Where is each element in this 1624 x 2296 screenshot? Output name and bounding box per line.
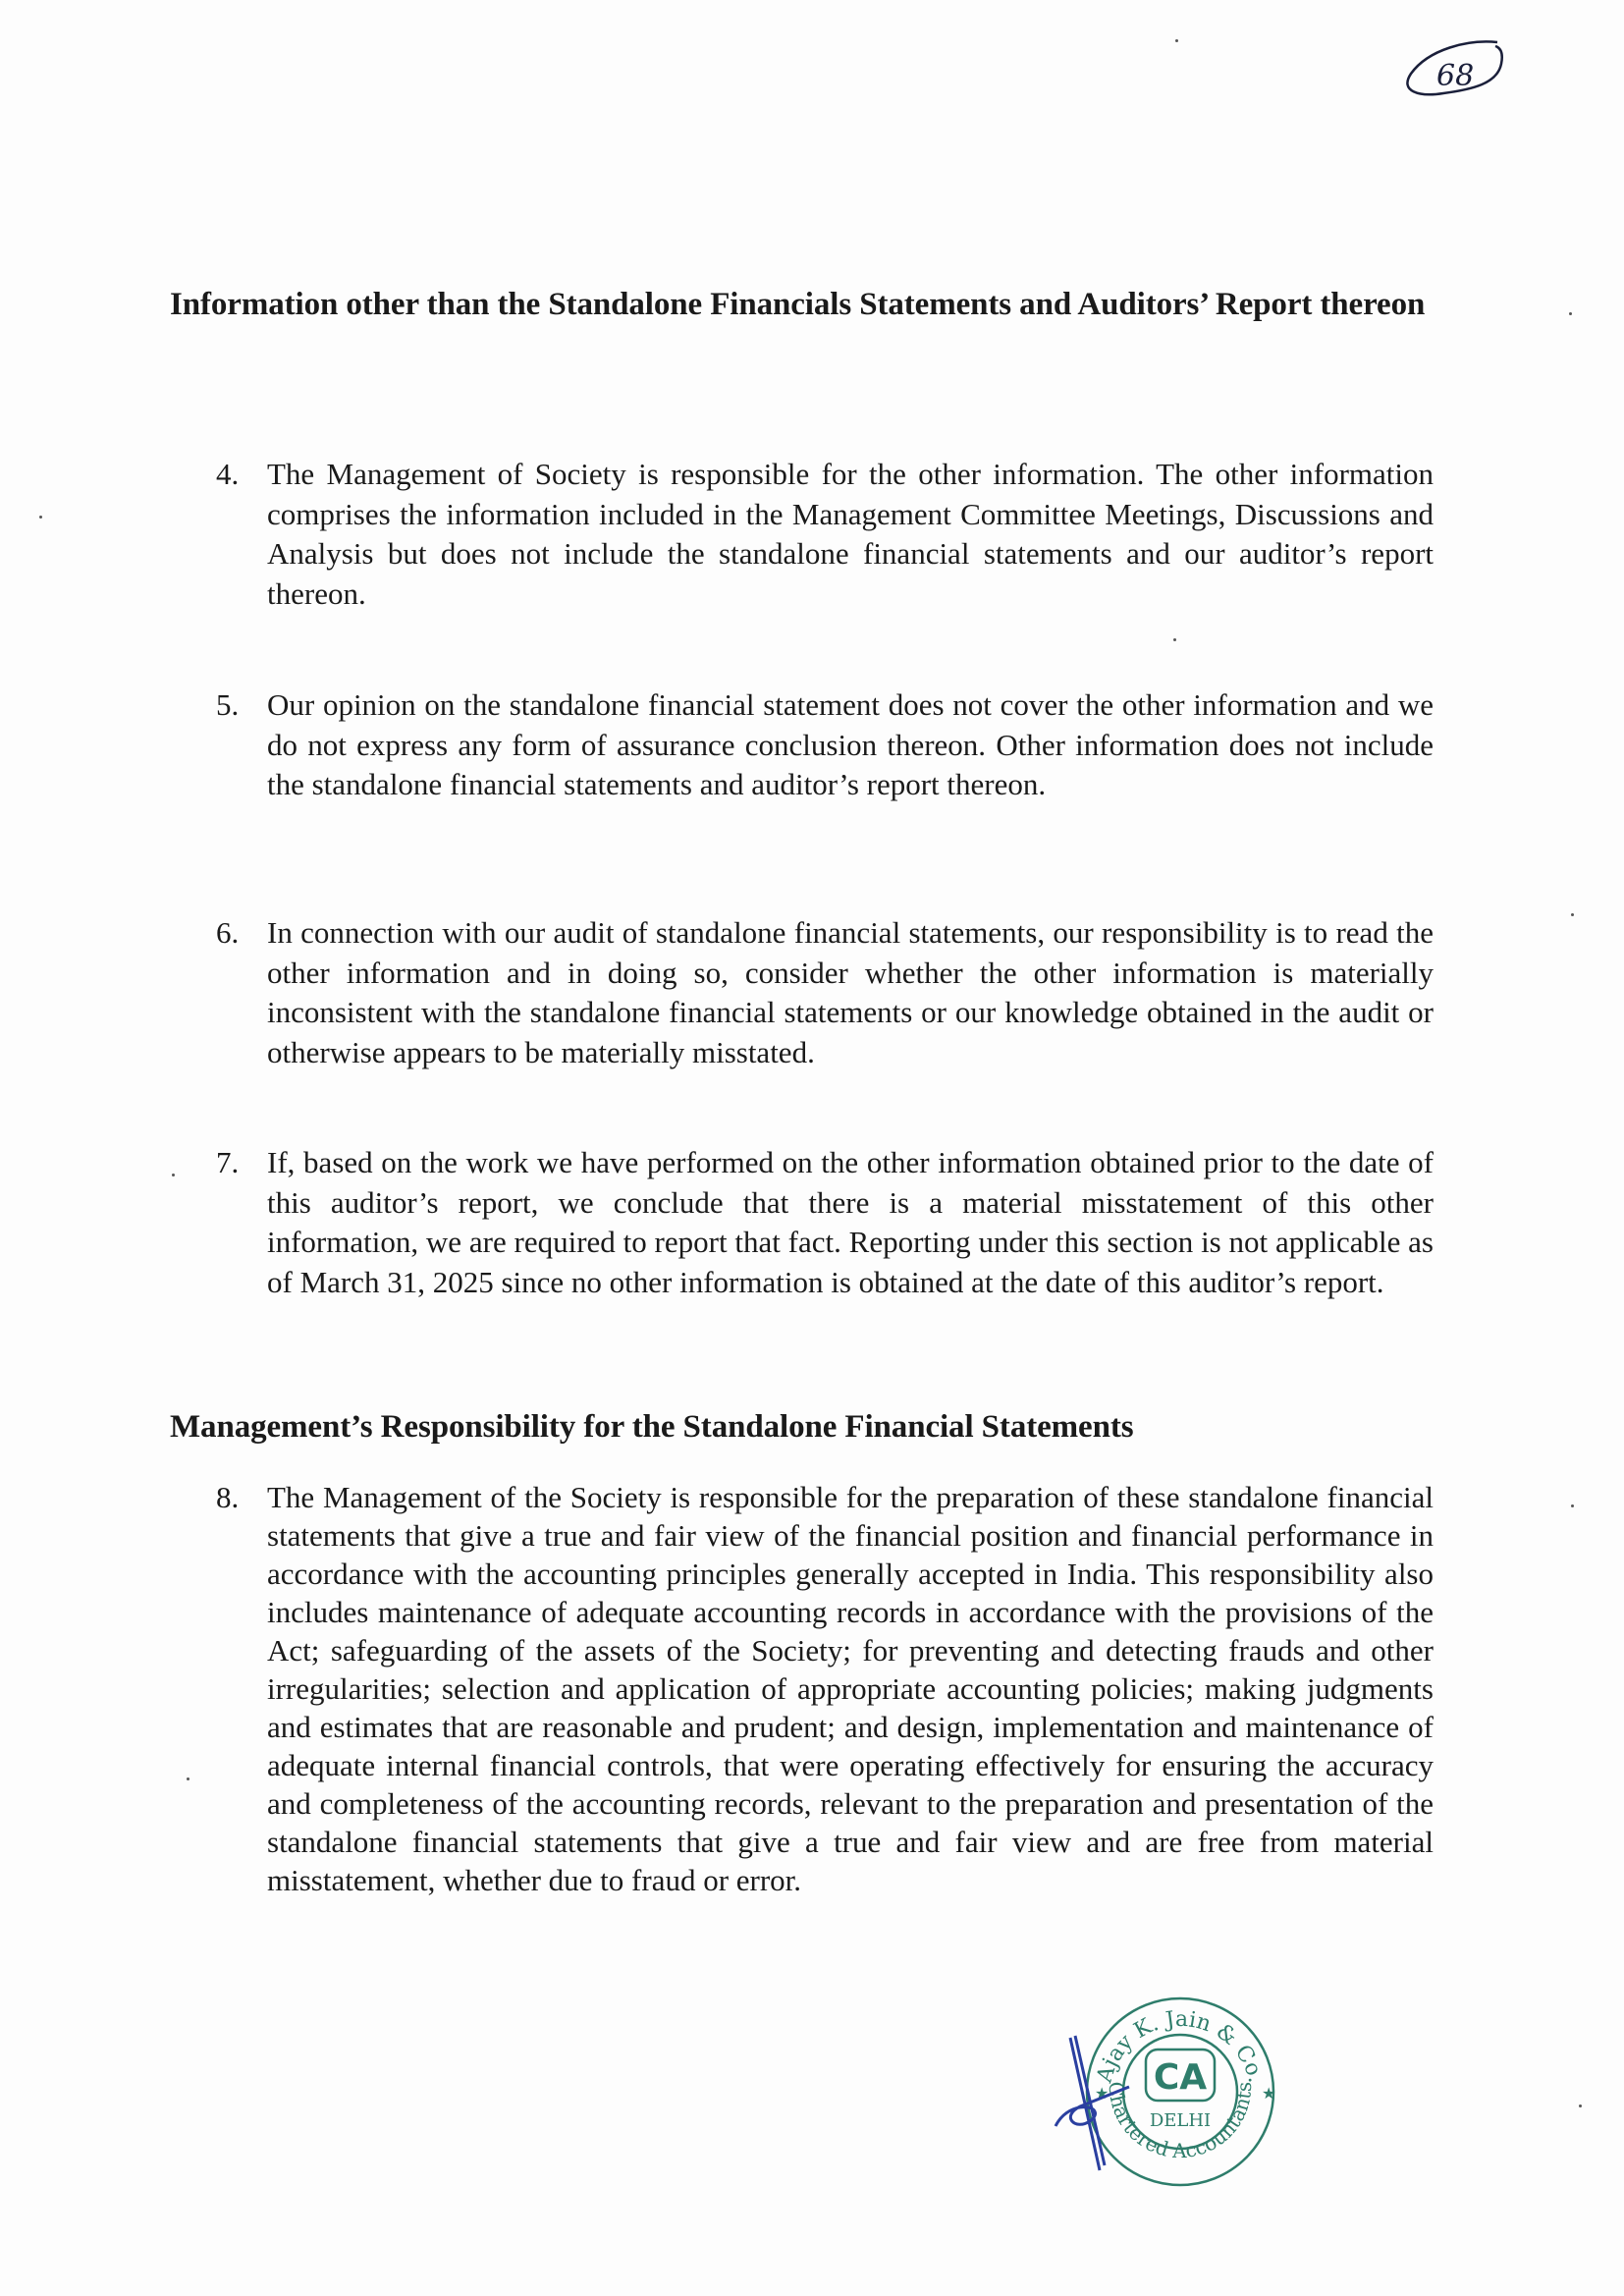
scan-speck xyxy=(187,1777,189,1780)
item-text: The Management of Society is responsible for the other information. The other information comprises the information included in the Management Committee Meetings, Discussions and Analysis but does not include the standalone financial statements and our auditor’s report thereon. xyxy=(267,457,1434,611)
item-number: 5. xyxy=(216,687,240,722)
page-number-text: 68 xyxy=(1436,59,1475,93)
item-number: 7. xyxy=(216,1145,240,1179)
star-icon: ★ xyxy=(1262,2086,1276,2103)
section-heading-management-responsibility: Management’s Responsibility for the Standalone Financial Statements xyxy=(170,1409,1134,1445)
paragraph-item-4 xyxy=(216,455,1434,614)
scan-speck xyxy=(172,1174,175,1176)
scan-speck xyxy=(1569,312,1572,315)
paragraph-item-5 xyxy=(216,685,1434,805)
item-text: In connection with our audit of standalone financial statements, our responsibility is to read the other information and in doing so, consider whether the other information is materially inconsistent with the standalone financial statements or our knowledge obtained in the audit or otherwise appears to be materially misstated. xyxy=(267,915,1434,1069)
stamp-bottom-text: Chartered Accountants xyxy=(1104,2081,1257,2163)
item-text: The Management of the Society is responsible for the preparation of these standalone financial statements that give a true and fair view of the financial position and financial performance in accordance with the accounting principles generally accepted in India. This responsibility also includes maintenance of adequate accounting records in accordance with the provisions of the Act; safeguarding of the assets of the Society; for preventing and detecting frauds and other irregularities; selection and application of appropriate accounting policies; making judgments and estimates that are reasonable and prudent; and design, implementation and maintenance of adequate internal financial controls, that were operating effectively for ensuring the accuracy and completeness of the accounting records, relevant to the preparation and presentation of the standalone financial statements that give a true and fair view and are free from material misstatement, whether due to fraud or error. xyxy=(267,1480,1434,1897)
scan-speck xyxy=(39,516,42,519)
star-icon: ★ xyxy=(1095,2086,1110,2103)
scan-speck xyxy=(1571,1504,1574,1507)
paragraph-item-7 xyxy=(216,1143,1434,1302)
paragraph-item-6 xyxy=(216,913,1434,1072)
item-text: Our opinion on the standalone financial statement does not cover the other information and we do not express any form of assurance conclusion thereon. Other information does not include the standalone financial statements and auditor’s report thereon. xyxy=(267,687,1434,801)
stamp-logo: CA xyxy=(1153,2057,1208,2098)
page-number-mark xyxy=(1399,34,1512,103)
item-number: 4. xyxy=(216,457,240,491)
stamp-city: DELHI xyxy=(1149,2110,1212,2131)
stamp-top-text: Ajay K. Jain & Co. xyxy=(1092,2006,1269,2086)
scan-speck xyxy=(1175,39,1178,42)
paragraph-item-8 xyxy=(216,1478,1434,1899)
scan-speck xyxy=(1579,2105,1582,2107)
section-heading-other-information: Information other than the Standalone Financials Statements and Auditors’ Report thereon xyxy=(170,287,1426,322)
item-number: 8. xyxy=(216,1480,240,1514)
item-text: If, based on the work we have performed on the other information obtained prior to the date of this auditor’s report, we conclude that there is a material misstatement of this other information, we are required to report that fact. Reporting under this section is not applicable as of March 31, 2025 since no other information is obtained at the date of this auditor’s report. xyxy=(267,1145,1434,1299)
scan-speck xyxy=(1571,913,1574,916)
item-number: 6. xyxy=(216,915,240,950)
ca-firm-stamp xyxy=(1051,1979,1306,2195)
scan-speck xyxy=(1173,638,1176,641)
